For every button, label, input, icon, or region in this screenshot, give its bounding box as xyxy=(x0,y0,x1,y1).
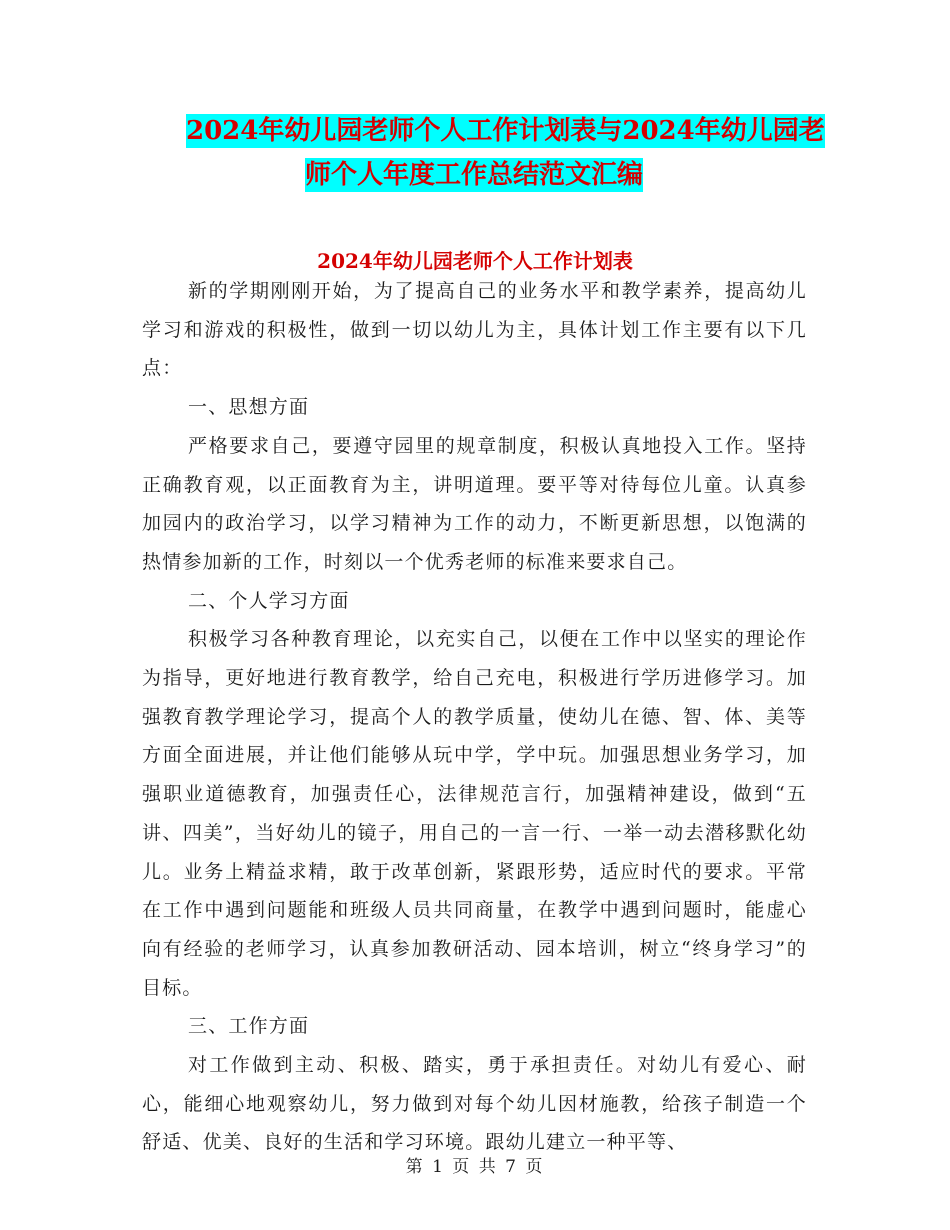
section-title: 2024年幼儿园老师个人工作计划表 xyxy=(317,249,633,273)
paragraph-intro: 新的学期刚刚开始，为了提高自己的业务水平和教学素养，提高幼儿学习和游戏的积极性，做到一切以幼儿为主，具体计划工作主要有以下几点： xyxy=(142,280,807,380)
paragraph-thought: 严格要求自己，要遵守园里的规章制度，积极认真地投入工作。坚持正确教育观，以正面教育为主，讲明道理。要平等对待每位儿童。认真参加园内的政治学习，以学习精神为工作的动力，不断更新思想，以饱满的热情参加新的工作，时刻以一个优秀老师的标准来要求自己。 xyxy=(142,434,807,573)
document-title-line-1 xyxy=(186,108,866,154)
heading-work: 三、工作方面 xyxy=(188,1015,310,1038)
heading-thought: 一、思想方面 xyxy=(188,396,310,419)
paragraph-study: 积极学习各种教育理论，以充实自己，以便在工作中以坚实的理论作为指导，更好地进行教育教学，给自己充电，积极进行学历进修学习。加强教育教学理论学习，提高个人的教学质量，使幼儿在德、智、体、美等方面全面进展，并让他们能够从玩中学，学中玩。加强思想业务学习，加强职业道德教育，加强责任心，法律规范言行，加强精神建设，做到“五讲、四美”，当好幼儿的镜子，用自己的一言一行、一举一动去潜移默化幼儿。业务上精益求精，敢于改革创新，紧跟形势，适应时代的要求。平常在工作中遇到问题能和班级人员共同商量，在教学中遇到问题时，能虚心向有经验的老师学习，认真参加教研活动、园本培训，树立“终身学习”的目标。 xyxy=(142,628,807,999)
document-body xyxy=(142,272,807,1162)
title-highlight-2: 师个人年度工作总结范文汇编 xyxy=(305,160,644,190)
heading-study: 二、个人学习方面 xyxy=(188,589,350,612)
document-title-line-2 xyxy=(305,152,950,198)
paragraph-work: 对工作做到主动、积极、踏实，勇于承担责任。对幼儿有爱心、耐心，能细心地观察幼儿，努力做到对每个幼儿因材施教，给孩子制造一个舒适、优美、良好的生活和学习环境。跟幼儿建立一种平等、 xyxy=(142,1054,807,1154)
title-highlight-1: 2024年幼儿园老师个人工作计划表与2024年幼儿园老 xyxy=(186,116,825,146)
page-footer: 第 1 页 共 7 页 xyxy=(405,1157,545,1177)
